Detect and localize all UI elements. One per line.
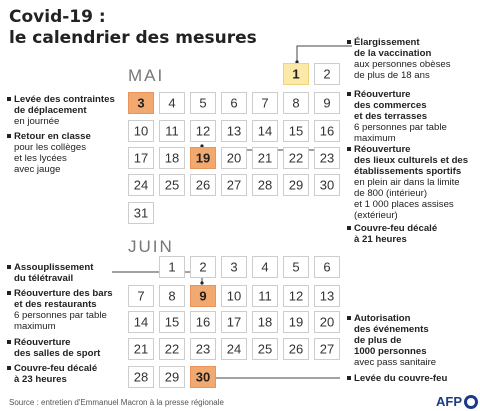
day-number-may-28: 28 xyxy=(257,177,273,193)
leader-dot-jun9 xyxy=(200,281,203,284)
day-number-jun-15: 15 xyxy=(164,314,180,330)
note-teletravail xyxy=(14,262,122,284)
note-culture xyxy=(354,144,476,221)
leader-vaccination xyxy=(297,46,352,62)
note-sport xyxy=(14,337,122,359)
day-number-may-1: 1 xyxy=(292,66,300,82)
day-number-jun-19: 19 xyxy=(288,314,304,330)
note-heading: Réouverture des commerces et des terrasses xyxy=(354,89,428,122)
note-body: aux personnes obèses de plus de 18 ans xyxy=(354,59,451,81)
day-number-jun-25: 25 xyxy=(257,341,273,357)
note-heading: Réouverture des lieux culturels et des établissements sportifs xyxy=(354,144,469,177)
day-number-may-23: 23 xyxy=(319,150,335,166)
day-number-jun-3: 3 xyxy=(230,259,238,275)
note-heading: Réouverture des bars et des restaurants xyxy=(14,288,113,310)
day-number-may-17: 17 xyxy=(133,150,149,166)
day-number-jun-21: 21 xyxy=(133,341,149,357)
bullet-icon xyxy=(347,147,351,151)
day-number-jun-10: 10 xyxy=(226,288,242,304)
day-number-may-30: 30 xyxy=(319,177,335,193)
day-number-jun-2: 2 xyxy=(199,259,207,275)
bullet-icon xyxy=(7,340,11,344)
day-number-jun-13: 13 xyxy=(319,288,335,304)
day-number-jun-6: 6 xyxy=(323,259,331,275)
bullet-icon xyxy=(347,40,351,44)
note-couvrefeu23 xyxy=(14,363,122,385)
day-number-may-31: 31 xyxy=(133,205,149,221)
day-number-may-24: 24 xyxy=(133,177,149,193)
bullet-icon xyxy=(7,366,11,370)
day-number-jun-7: 7 xyxy=(137,288,145,304)
bullet-icon xyxy=(347,376,351,380)
note-heading: Couvre-feu décalé à 21 heures xyxy=(354,223,438,245)
day-number-jun-30: 30 xyxy=(195,369,211,385)
day-number-may-7: 7 xyxy=(261,95,269,111)
day-number-may-27: 27 xyxy=(226,177,242,193)
day-number-jun-14: 14 xyxy=(133,314,149,330)
day-number-jun-16: 16 xyxy=(195,314,211,330)
day-number-jun-5: 5 xyxy=(292,259,300,275)
title-line-1: Covid-19 : xyxy=(9,7,106,27)
note-contraintes xyxy=(14,94,124,127)
day-number-may-2: 2 xyxy=(323,66,331,82)
day-number-may-10: 10 xyxy=(133,123,149,139)
note-evenements xyxy=(354,313,464,368)
day-number-jun-26: 26 xyxy=(288,341,304,357)
day-number-jun-4: 4 xyxy=(261,259,269,275)
day-number-jun-17: 17 xyxy=(226,314,242,330)
day-number-may-3: 3 xyxy=(137,95,145,111)
note-bars xyxy=(14,288,122,332)
bullet-icon xyxy=(7,97,11,101)
note-vaccination xyxy=(354,37,474,81)
note-commerces xyxy=(354,89,474,144)
day-number-jun-27: 27 xyxy=(319,341,335,357)
day-number-may-9: 9 xyxy=(323,95,331,111)
bullet-icon xyxy=(347,92,351,96)
day-number-jun-29: 29 xyxy=(164,369,180,385)
day-number-jun-22: 22 xyxy=(164,341,180,357)
note-heading: Levée du couvre-feu xyxy=(354,373,448,384)
note-body: 6 personnes par table maximum xyxy=(14,310,107,332)
note-heading: Réouverture des salles de sport xyxy=(14,337,101,359)
note-body: en plein air dans la limite de 800 (intérieur) et 1 000 places assises (extérieur) xyxy=(354,177,460,221)
note-heading: Retour en classe xyxy=(14,131,91,142)
bullet-icon xyxy=(7,134,11,138)
note-couvrefeu21 xyxy=(354,223,474,245)
day-number-may-21: 21 xyxy=(257,150,273,166)
note-levee xyxy=(354,373,464,384)
may-cells xyxy=(129,64,340,224)
bullet-icon xyxy=(7,291,11,295)
note-heading: Levée des contraintes de déplacement xyxy=(14,94,115,116)
day-number-may-20: 20 xyxy=(226,150,242,166)
day-number-may-19: 19 xyxy=(195,150,211,166)
day-number-may-25: 25 xyxy=(164,177,180,193)
bullet-icon xyxy=(347,316,351,320)
title-line-2: le calendrier des mesures xyxy=(9,28,257,48)
source-credit: Source : entretien d'Emmanuel Macron à la presse régionale xyxy=(9,398,224,407)
bullet-icon xyxy=(347,226,351,230)
month-label-may: MAI xyxy=(128,66,165,85)
day-number-jun-11: 11 xyxy=(258,288,272,304)
afp-logo-icon xyxy=(464,395,478,409)
day-number-may-12: 12 xyxy=(195,123,211,139)
afp-logo xyxy=(436,394,478,409)
day-number-may-14: 14 xyxy=(257,123,273,139)
note-heading: Élargissement de la vaccination xyxy=(354,37,432,59)
day-number-jun-28: 28 xyxy=(133,369,149,385)
note-body: en journée xyxy=(14,116,60,127)
note-heading: Autorisation des événements de plus de 1000 personnes xyxy=(354,313,429,357)
day-number-jun-12: 12 xyxy=(288,288,304,304)
note-body: 6 personnes par table maximum xyxy=(354,122,447,144)
afp-logo-text: AFP xyxy=(436,394,462,409)
day-number-jun-8: 8 xyxy=(168,288,176,304)
day-number-jun-9: 9 xyxy=(199,288,207,304)
day-number-may-11: 11 xyxy=(165,123,179,139)
day-number-jun-20: 20 xyxy=(319,314,335,330)
day-number-may-13: 13 xyxy=(226,123,242,139)
note-heading: Assouplissement du télétravail xyxy=(14,262,94,284)
note-body: pour les collèges et les lycées avec jauge xyxy=(14,142,86,175)
day-number-may-5: 5 xyxy=(199,95,207,111)
day-number-may-8: 8 xyxy=(292,95,300,111)
day-number-jun-23: 23 xyxy=(195,341,211,357)
day-number-jun-24: 24 xyxy=(226,341,242,357)
day-number-jun-18: 18 xyxy=(257,314,273,330)
note-body: avec pass sanitaire xyxy=(354,357,437,368)
note-heading: Couvre-feu décalé à 23 heures xyxy=(14,363,98,385)
note-classe xyxy=(14,131,124,175)
day-number-may-6: 6 xyxy=(230,95,238,111)
day-number-may-26: 26 xyxy=(195,177,211,193)
day-number-may-22: 22 xyxy=(288,150,304,166)
bullet-icon xyxy=(7,265,11,269)
day-number-may-18: 18 xyxy=(164,150,180,166)
day-number-may-29: 29 xyxy=(288,177,304,193)
day-number-may-15: 15 xyxy=(288,123,304,139)
day-number-may-4: 4 xyxy=(168,95,176,111)
june-cells xyxy=(129,257,340,388)
day-number-may-16: 16 xyxy=(319,123,335,139)
day-number-jun-1: 1 xyxy=(168,259,176,275)
month-label-june: JUIN xyxy=(128,237,174,256)
leader-teletravail xyxy=(112,272,202,283)
